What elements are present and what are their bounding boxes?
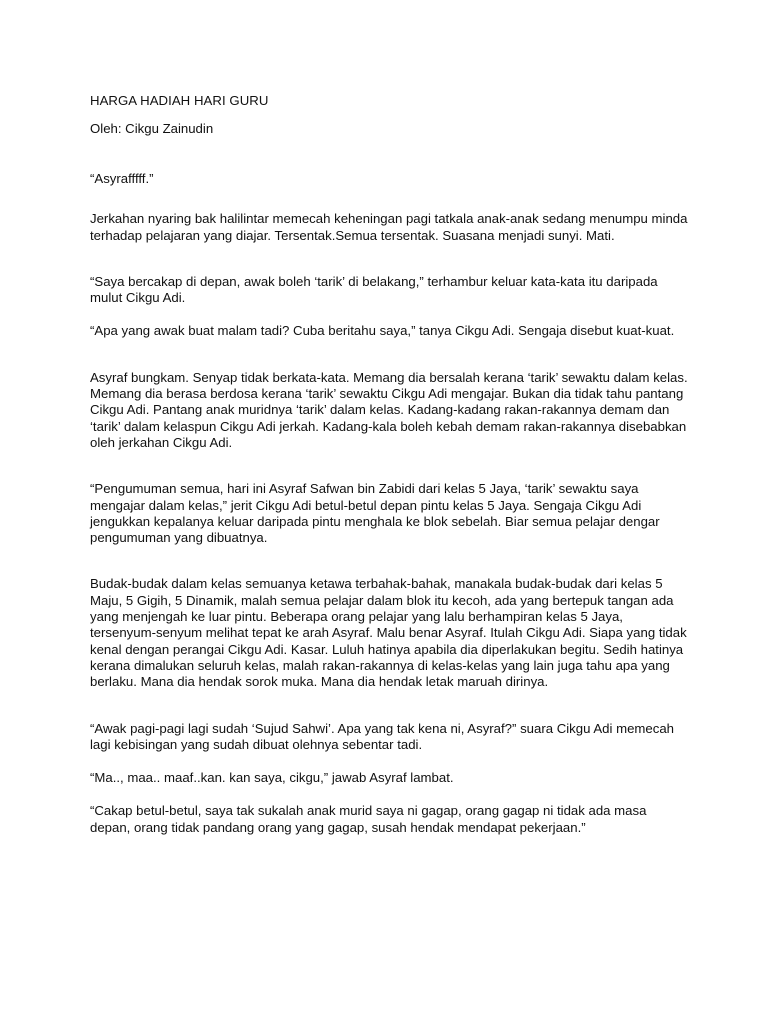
paragraph: “Cakap betul-betul, saya tak sukalah anak murid saya ni gagap, orang gagap ni tidak ada masa depan, orang tidak pandang orang yang gagap, susah hendak mendapat pekerjaan.” [90, 803, 647, 835]
paragraph: “Asyrafffff.” [90, 171, 154, 186]
paragraph: “Ma.., maa.. maaf..kan. kan saya, cikgu,” jawab Asyraf lambat. [90, 770, 454, 786]
paragraph: Asyraf bungkam. Senyap tidak berkata-kata. Memang dia bersalah kerana ‘tarik’ sewaktu dalam kelas. Memang dia berasa berdosa kerana ‘tarik’ sewaktu Cikgu Adi mengajar. Bukan dia tidak tahu pantang Cikgu Adi. Pantang anak muridnya ‘tarik’ dalam kelas. Kadang-kadang rakan-rakannya demam dan ‘tarik’ dalam kelaspun Cikgu Adi jerkah. Kadang-kala boleh kebah demam rakan-rakannya disebabkan oleh jerkahan Cikgu Adi. [90, 369, 688, 450]
paragraph: “Apa yang awak buat malam tadi? Cuba beritahu saya,” tanya Cikgu Adi. Sengaja disebut kuat-kuat. [90, 323, 675, 339]
paragraph: Budak-budak dalam kelas semuanya ketawa terbahak-bahak, manakala budak-budak dari kelas 5 Maju, 5 Gigih, 5 Dinamik, malah semua pelajar dalam blok itu kecoh, ada yang bertepuk tangan ada yang menjengah ke luar pintu. Beberapa orang pelajar yang lalu berhampiran kelas 5 Jaya, tersenyum-senyum melihat tepat ke arah Asyraf. Malu benar Asyraf. Itulah Cikgu Adi. Siapa yang tidak kenal dengan perangai Cikgu Adi. Kasar. Luluh hatinya apabila dia diperlakukan begitu. Sedih hatinya kerana dimalukan seluruh kelas, malah rakan-rakannya di kelas-kelas yang lain juga tahu apa yang berlaku. Mana dia hendak sorok muka. Mana dia hendak letak maruah dirinya. [90, 576, 687, 690]
author-byline: Oleh: Cikgu Zainudin [90, 121, 214, 136]
paragraph: Jerkahan nyaring bak halilintar memecah keheningan pagi tatkala anak-anak sedang menumpu minda terhadap pelajaran yang diajar. Tersentak.Semua tersentak. Suasana menjadi sunyi. Mati. [90, 211, 688, 243]
document-title: HARGA HADIAH HARI GURU [90, 93, 269, 108]
paragraph: “Awak pagi-pagi lagi sudah ‘Sujud Sahwi’. Apa yang tak kena ni, Asyraf?” suara Cikgu Adi memecah lagi kebisingan yang sudah dibuat olehnya sebentar tadi. [90, 720, 675, 752]
document-page [90, 92, 690, 836]
paragraph: “Pengumuman semua, hari ini Asyraf Safwan bin Zabidi dari kelas 5 Jaya, ‘tarik’ sewaktu saya mengajar dalam kelas,” jerit Cikgu Adi betul-betul depan pintu kelas 5 Jaya. Sengaja Cikgu Adi jengukkan kepalanya keluar daripada pintu menghala ke blok sebelah. Biar semua pelajar dengar pengumuman yang dibuatnya. [90, 481, 660, 546]
paragraph: “Saya bercakap di depan, awak boleh ‘tarik’ di belakang,” terhambur keluar kata-kata itu daripada mulut Cikgu Adi. [90, 273, 658, 306]
